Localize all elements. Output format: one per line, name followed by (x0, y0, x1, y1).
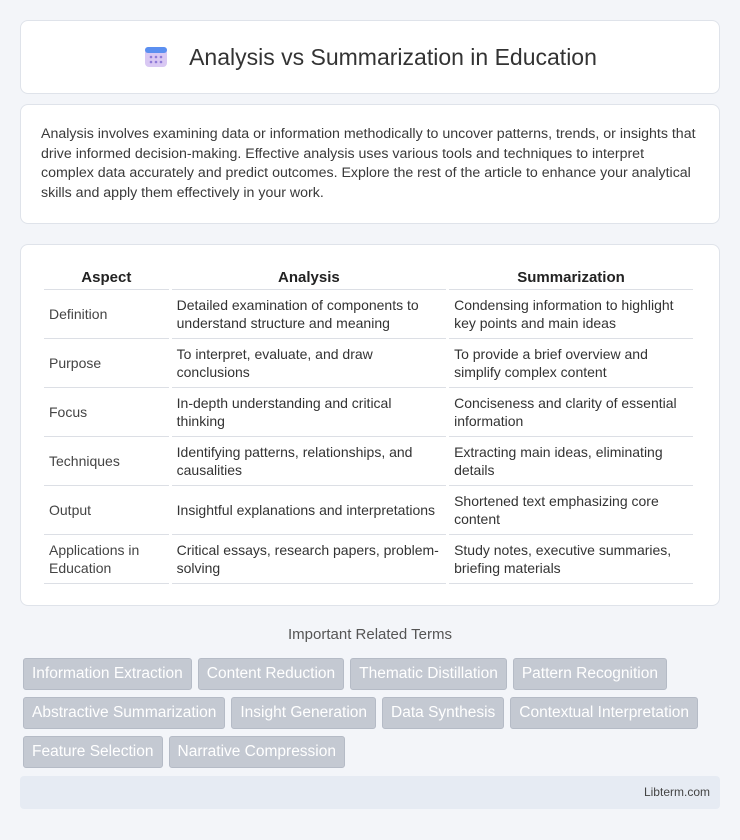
related-term-tag[interactable]: Narrative Compression (169, 736, 346, 768)
aspect-cell: Output (44, 486, 169, 535)
table-row (44, 535, 693, 584)
analysis-cell: To interpret, evaluate, and draw conclusions (172, 339, 446, 388)
aspect-cell: Techniques (44, 437, 169, 486)
table-header-row (44, 265, 693, 290)
related-term-tag[interactable]: Contextual Interpretation (510, 697, 698, 729)
related-term-tag[interactable]: Pattern Recognition (513, 658, 667, 690)
table-row (44, 437, 693, 486)
summarization-cell: Extracting main ideas, eliminating details (449, 437, 693, 486)
analysis-cell: In-depth understanding and critical thinking (172, 388, 446, 437)
related-term-tag[interactable]: Feature Selection (23, 736, 163, 768)
table-row (44, 290, 693, 339)
column-header-analysis: Analysis (172, 265, 446, 290)
footer (20, 776, 720, 809)
related-terms-list (23, 658, 723, 768)
related-term-tag[interactable]: Abstractive Summarization (23, 697, 225, 729)
summarization-cell: Study notes, executive summaries, briefing materials (449, 535, 693, 584)
related-terms-heading: Important Related Terms (288, 626, 452, 643)
aspect-cell: Applications in Education (44, 535, 169, 584)
column-header-aspect: Aspect (44, 265, 169, 290)
related-term-tag[interactable]: Thematic Distillation (350, 658, 507, 690)
comparison-card (20, 244, 720, 606)
column-header-summarization: Summarization (449, 265, 693, 290)
footer-site-link[interactable]: Libterm.com (643, 785, 710, 799)
summarization-cell: To provide a brief overview and simplify complex content (449, 339, 693, 388)
aspect-cell: Purpose (44, 339, 169, 388)
aspect-cell: Definition (44, 290, 169, 339)
table-row (44, 388, 693, 437)
related-term-tag[interactable]: Information Extraction (23, 658, 192, 690)
summarization-cell: Conciseness and clarity of essential information (449, 388, 693, 437)
comparison-table (41, 265, 696, 584)
calendar-icon (143, 45, 169, 69)
table-row (44, 339, 693, 388)
related-term-tag[interactable]: Insight Generation (231, 697, 376, 729)
intro-paragraph: Analysis involves examining data or information methodically to uncover patterns, trends, or insights that drive informed decision-making. Effective analysis uses various tools and techniques to interpret complex data accurately and predict outcomes. Explore the rest of the article to enhance your analytical skills and apply them effectively in your work. (41, 126, 696, 201)
related-term-tag[interactable]: Data Synthesis (382, 697, 504, 729)
analysis-cell: Detailed examination of components to understand structure and meaning (172, 290, 446, 339)
header-card (20, 20, 720, 94)
intro-card (20, 104, 720, 224)
table-row (44, 486, 693, 535)
analysis-cell: Insightful explanations and interpretations (172, 486, 446, 535)
summarization-cell: Shortened text emphasizing core content (449, 486, 693, 535)
analysis-cell: Identifying patterns, relationships, and causalities (172, 437, 446, 486)
summarization-cell: Condensing information to highlight key points and main ideas (449, 290, 693, 339)
page-title: Analysis vs Summarization in Education (189, 43, 597, 70)
aspect-cell: Focus (44, 388, 169, 437)
related-term-tag[interactable]: Content Reduction (198, 658, 344, 690)
analysis-cell: Critical essays, research papers, problem-solving (172, 535, 446, 584)
